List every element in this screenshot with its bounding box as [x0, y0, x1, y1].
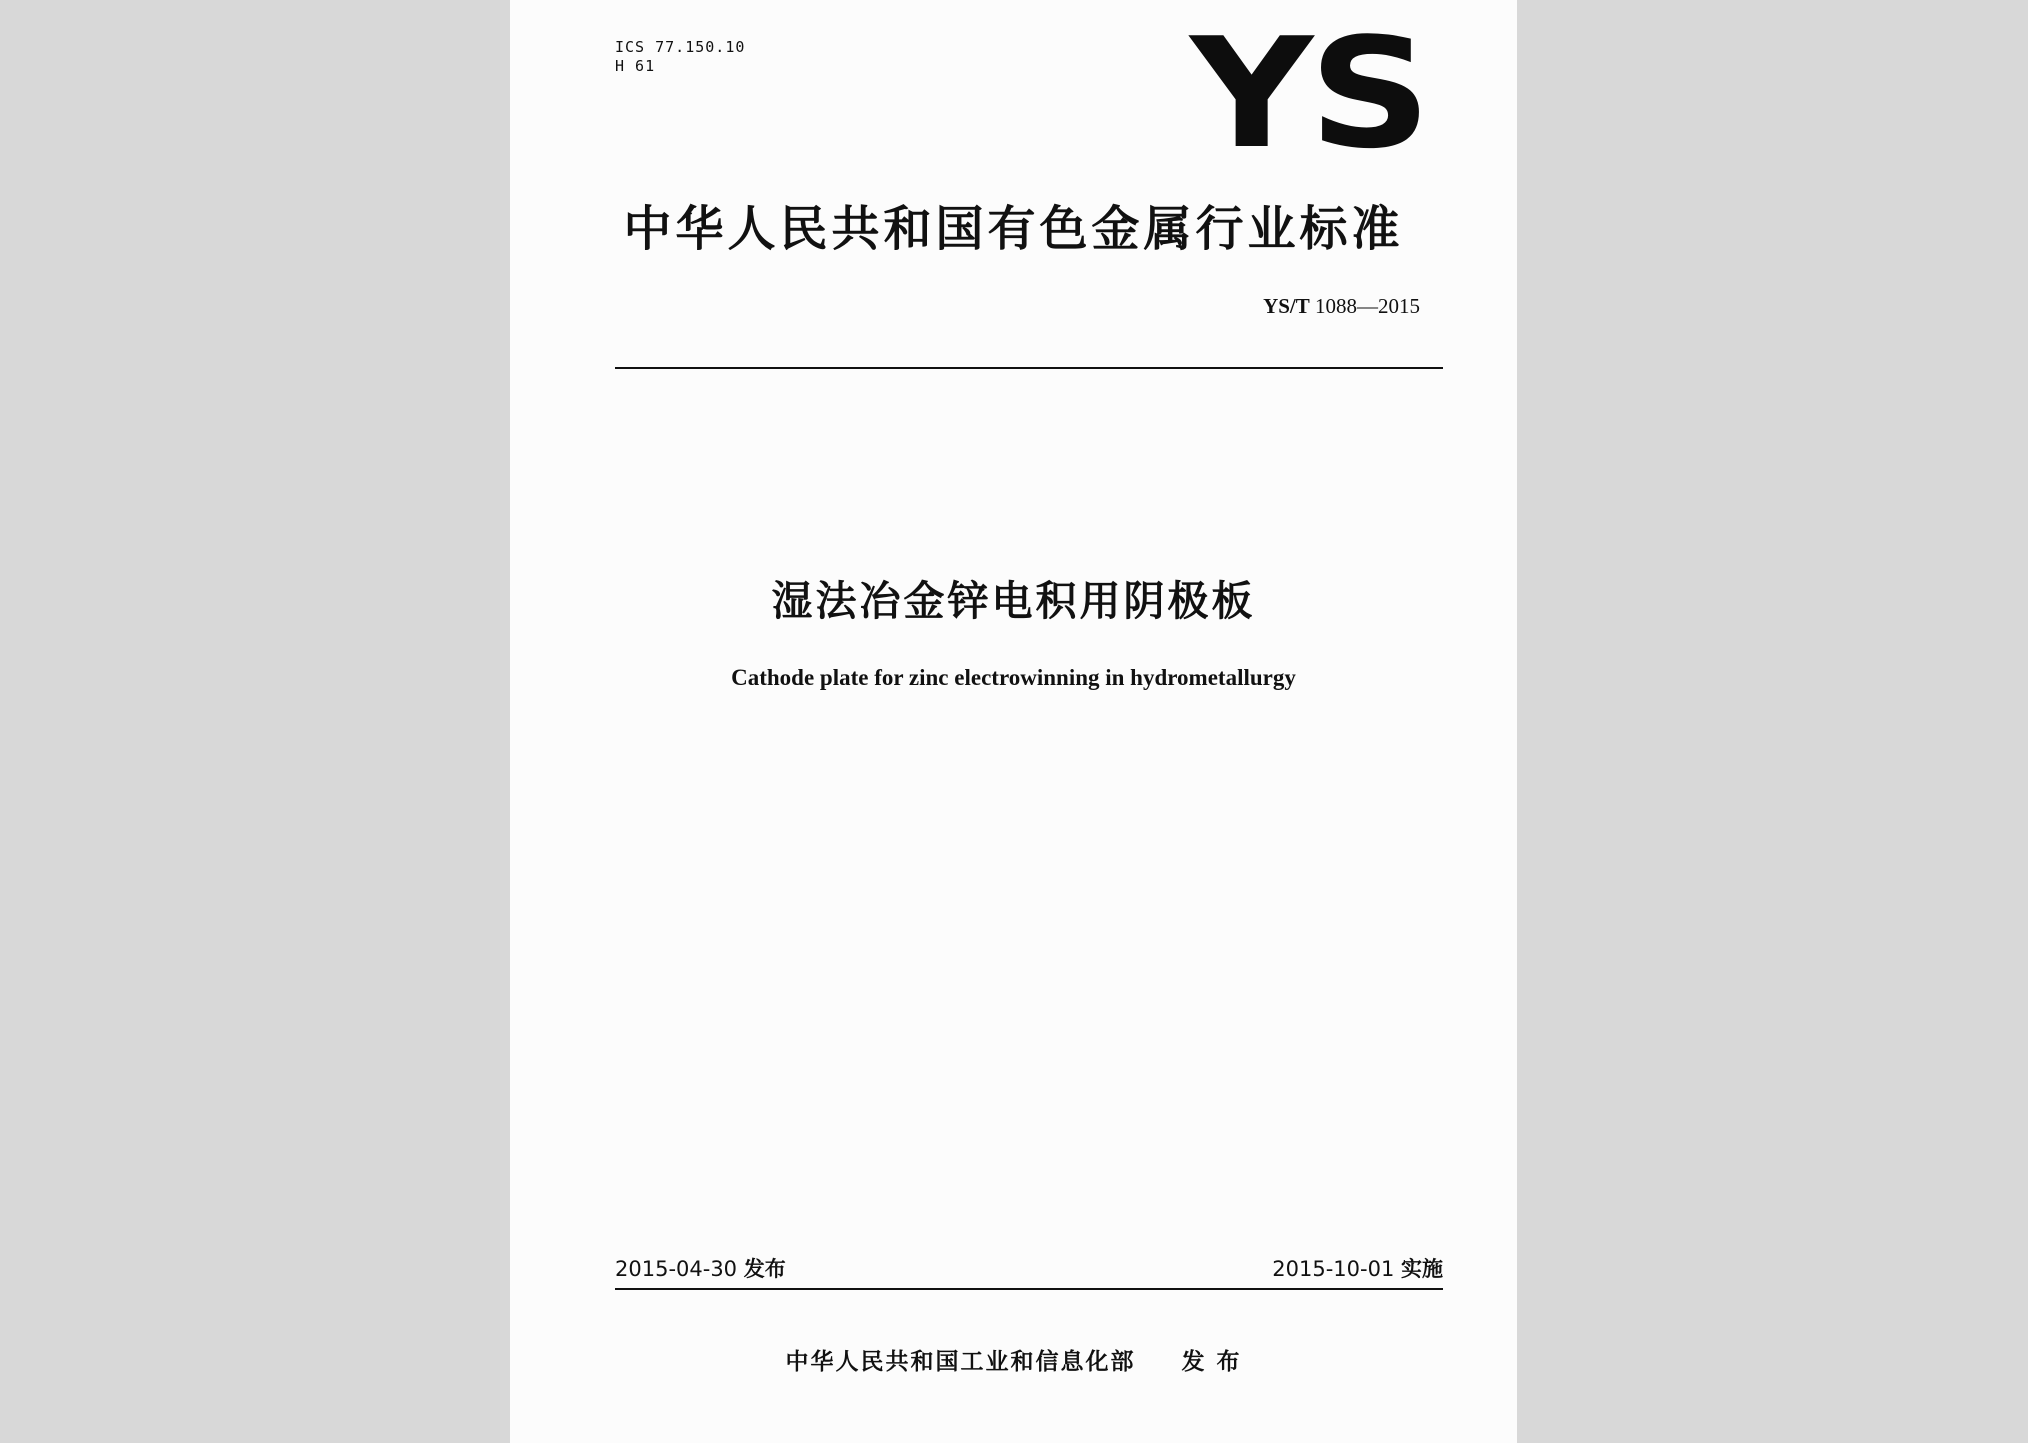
document-page: [510, 0, 1517, 1443]
effective-date-block: [1272, 1253, 1443, 1283]
standard-number: [1263, 294, 1420, 319]
standard-number-value: 1088—2015: [1315, 294, 1420, 318]
standard-title: 中华人民共和国有色金属行业标准: [623, 201, 1404, 257]
document-title-en: Cathode plate for zinc electrowinning in hydrometallurgy: [731, 665, 1296, 690]
document-title-cn: 湿法冶金锌电积用阴极板: [771, 577, 1256, 625]
classification-codes: [615, 38, 745, 76]
issue-date: 2015-04-30: [615, 1257, 738, 1281]
dates-row: [615, 1253, 1443, 1283]
top-divider: [615, 367, 1443, 369]
publish-action: 发 布: [1181, 1349, 1242, 1375]
issue-date-block: [615, 1253, 786, 1283]
issue-label: 发布: [743, 1257, 786, 1281]
ics-code: ICS 77.150.10: [615, 38, 746, 56]
effective-label: 实施: [1401, 1257, 1443, 1281]
standard-code: YS/T: [1263, 294, 1310, 318]
ys-logo: YS: [1190, 5, 1427, 182]
bottom-divider: [615, 1288, 1443, 1290]
publisher-line: [510, 1343, 1517, 1376]
effective-date: 2015-10-01: [1272, 1257, 1395, 1281]
ccs-code: H 61: [615, 57, 656, 75]
publisher-name: 中华人民共和国工业和信息化部: [785, 1349, 1136, 1375]
